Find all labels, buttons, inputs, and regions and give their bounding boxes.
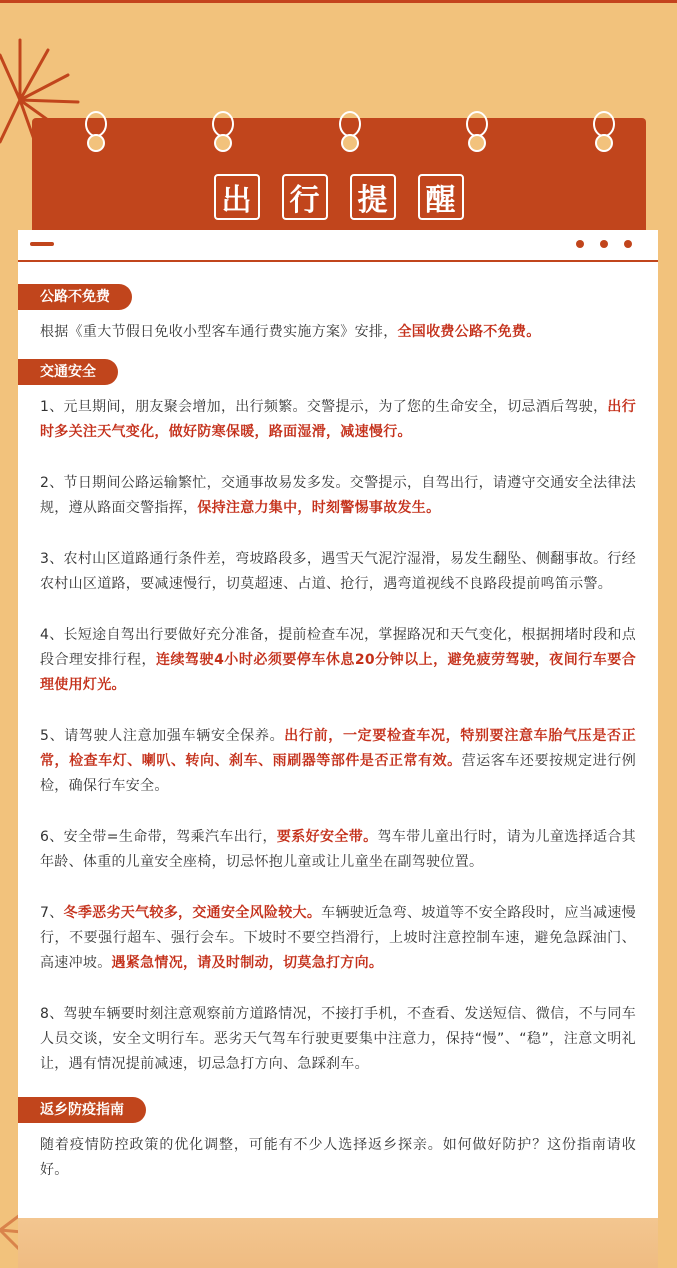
- dot: [576, 240, 584, 248]
- ring-icon: [336, 110, 364, 154]
- text: 5、请驾驶人注意加强车辆安全保养。: [40, 728, 285, 744]
- text: 1、元旦期间，朋友聚会增加，出行频繁。交警提示，为了您的生命安全，切忌酒后驾驶，: [40, 399, 608, 415]
- paragraph: [18, 471, 658, 521]
- page-title: [0, 174, 677, 220]
- ring-icon: [463, 110, 491, 154]
- text: 6、安全带=生命带，驾乘汽车出行，: [40, 829, 277, 845]
- highlight-text: 遇紧急情况，请及时制动，切莫急打方向。: [111, 955, 384, 971]
- text: 2、节日期间公路运输繁忙，交通事故易发多发。交警提示，自驾出行，请遵守交通安全法律法规，遵从路面交警指挥，: [40, 475, 636, 516]
- paper-header: [18, 230, 658, 262]
- paragraph: [18, 320, 658, 345]
- binder-rings: [0, 110, 677, 160]
- dot: [624, 240, 632, 248]
- paragraph: [18, 1133, 658, 1183]
- highlight-text: 出行前，一定要检查车况，特别要注意车胎气压是否正常，检查车灯、喇叭、转向、刹车、雨刷器等部件是否正常有效。: [40, 728, 636, 769]
- highlight-text: 冬季恶劣天气较多，交通安全风险较大。: [63, 905, 322, 921]
- paragraph: [18, 395, 658, 445]
- text: 3、农村山区道路通行条件差，弯坡路段多，遇雪天气泥泞湿滑，易发生翻坠、侧翻事故。行经农村山区道路，要减速慢行，切莫超速、占道、抢行，遇弯道视线不良路段提前鸣笛示警。: [40, 551, 636, 592]
- text: 7、: [40, 905, 64, 921]
- paragraph: [18, 724, 658, 799]
- highlight-text: 出行时多关注天气变化，做好防寒保暖，路面湿滑，减速慢行。: [40, 399, 637, 440]
- text: 营运客车还要按规定进行例检，确保行车安全。: [40, 753, 636, 794]
- section-tag-toll: 公路不免费: [18, 284, 132, 310]
- highlight-text: 保持注意力集中，时刻警惕事故发生。: [197, 500, 441, 516]
- highlight-text: 连续驾驶4小时必须要停车休息20分钟以上，避免疲劳驾驶，夜间行车要合理使用灯光。: [40, 652, 637, 693]
- ring-icon: [209, 110, 237, 154]
- text: 驾车带儿童出行时，请为儿童选择适合其年龄、体重的儿童安全座椅，切忌怀抱儿童或让儿童坐在副驾驶位置。: [40, 829, 636, 870]
- top-border-line: [0, 0, 677, 3]
- text: 4、长短途自驾出行要做好充分准备，提前检查车况，掌握路况和天气变化，根据拥堵时段和点段合理安排行程，: [40, 627, 636, 668]
- paragraph: [18, 623, 658, 698]
- text: 根据《重大节假日免收小型客车通行费实施方案》安排，: [40, 324, 398, 340]
- dash-decoration: [30, 242, 54, 246]
- paragraph: [18, 901, 658, 976]
- title-char: 醒: [418, 174, 464, 220]
- text: 8、驾驶车辆要时刻注意观察前方道路情况，不接打手机，不查看、发送短信、微信，不与同车人员交谈，安全文明行车。恶劣天气驾车行驶更要集中注意力，保持“慢”、“稳”，注意文明礼让，遇有情况提前减速，切忌急打方向、急踩刹车。: [40, 1006, 636, 1072]
- title-char: 出: [214, 174, 260, 220]
- section-tag-epidemic-guide: 返乡防疫指南: [18, 1097, 146, 1123]
- content-paper: [18, 230, 658, 1268]
- text: 随着疫情防控政策的优化调整，可能有不少人选择返乡探亲。如何做好防护？这份指南请收好。: [40, 1137, 636, 1178]
- ring-icon: [590, 110, 618, 154]
- paragraph: [18, 547, 658, 597]
- ring-icon: [82, 110, 110, 154]
- highlight-text: 要系好安全带。: [276, 829, 378, 845]
- section-tag-traffic-safety: 交通安全: [18, 359, 118, 385]
- dot: [600, 240, 608, 248]
- guide-image-preview: [18, 1218, 658, 1268]
- paragraph: [18, 825, 658, 875]
- title-char: 提: [350, 174, 396, 220]
- highlight-text: 全国收费公路不免费。: [397, 324, 541, 340]
- text: 车辆驶近急弯、坡道等不安全路段时，应当减速慢行，不要强行超车、强行会车。下坡时不要空挡滑行，上坡时注意控制车速，避免急踩油门、高速冲坡。: [40, 905, 636, 971]
- title-char: 行: [282, 174, 328, 220]
- article-content: [18, 284, 658, 1183]
- dots-decoration: [576, 240, 632, 248]
- paragraph: [18, 1002, 658, 1077]
